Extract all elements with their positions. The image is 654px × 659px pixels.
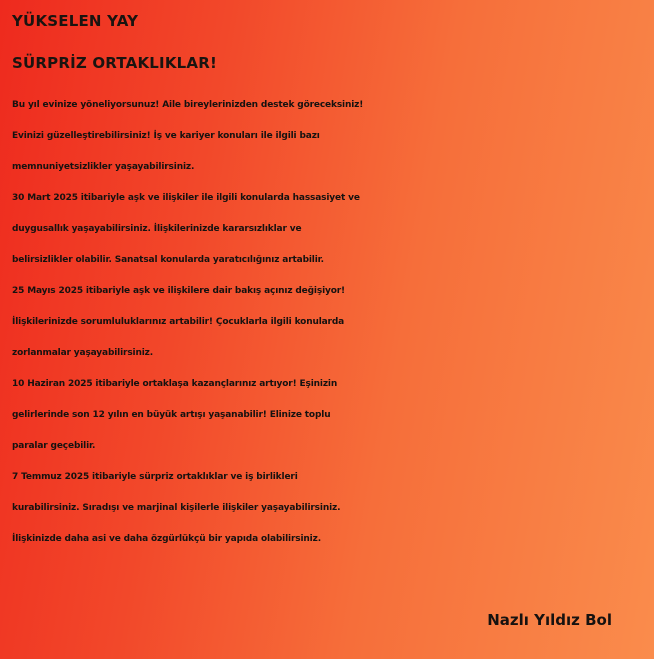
text-line: Evinizi güzelleştirebilirsiniz! İş ve kariyer konuları ile ilgili bazı: [12, 131, 320, 141]
sign-title: YÜKSELEN YAY: [12, 12, 139, 30]
text-line: belirsizlikler olabilir. Sanatsal konularda yaratıcılığınız artabilir.: [12, 255, 324, 265]
headline: SÜRPRİZ ORTAKLIKLAR!: [12, 54, 218, 72]
text-line: İlişkilerinizde sorumluluklarınız artabilir! Çocuklarla ilgili konularda: [12, 317, 345, 327]
text-line: Bu yıl evinize yöneliyorsunuz! Aile bireylerinizden destek göreceksiniz!: [12, 100, 364, 110]
text-line: memnuniyetsizlikler yaşayabilirsiniz.: [12, 162, 195, 172]
text-line: 7 Temmuz 2025 itibariyle sürpriz ortaklıklar ve iş birlikleri: [12, 472, 298, 482]
author-signature: Nazlı Yıldız Bol: [487, 611, 612, 629]
horoscope-text: [12, 90, 648, 555]
text-line: İlişkinizde daha asi ve daha özgürlükçü bir yapıda olabilirsiniz.: [12, 534, 321, 544]
text-line: 10 Haziran 2025 itibariyle ortaklaşa kazançlarınız artıyor! Eşinizin: [12, 379, 338, 389]
text-line: kurabilirsiniz. Sıradışı ve marjinal kişilerle ilişkiler yaşayabilirsiniz.: [12, 503, 341, 513]
text-line: 25 Mayıs 2025 itibariyle aşk ve ilişkilere dair bakış açınız değişiyor!: [12, 286, 345, 296]
text-line: zorlanmalar yaşayabilirsiniz.: [12, 348, 154, 358]
text-line: gelirlerinde son 12 yılın en büyük artışı yaşanabilir! Elinize toplu: [12, 410, 331, 420]
text-line: duygusallık yaşayabilirsiniz. İlişkilerinizde kararsızlıklar ve: [12, 224, 302, 234]
text-line: 30 Mart 2025 itibariyle aşk ve ilişkiler ile ilgili konularda hassasiyet ve: [12, 193, 360, 203]
text-line: paralar geçebilir.: [12, 441, 96, 451]
